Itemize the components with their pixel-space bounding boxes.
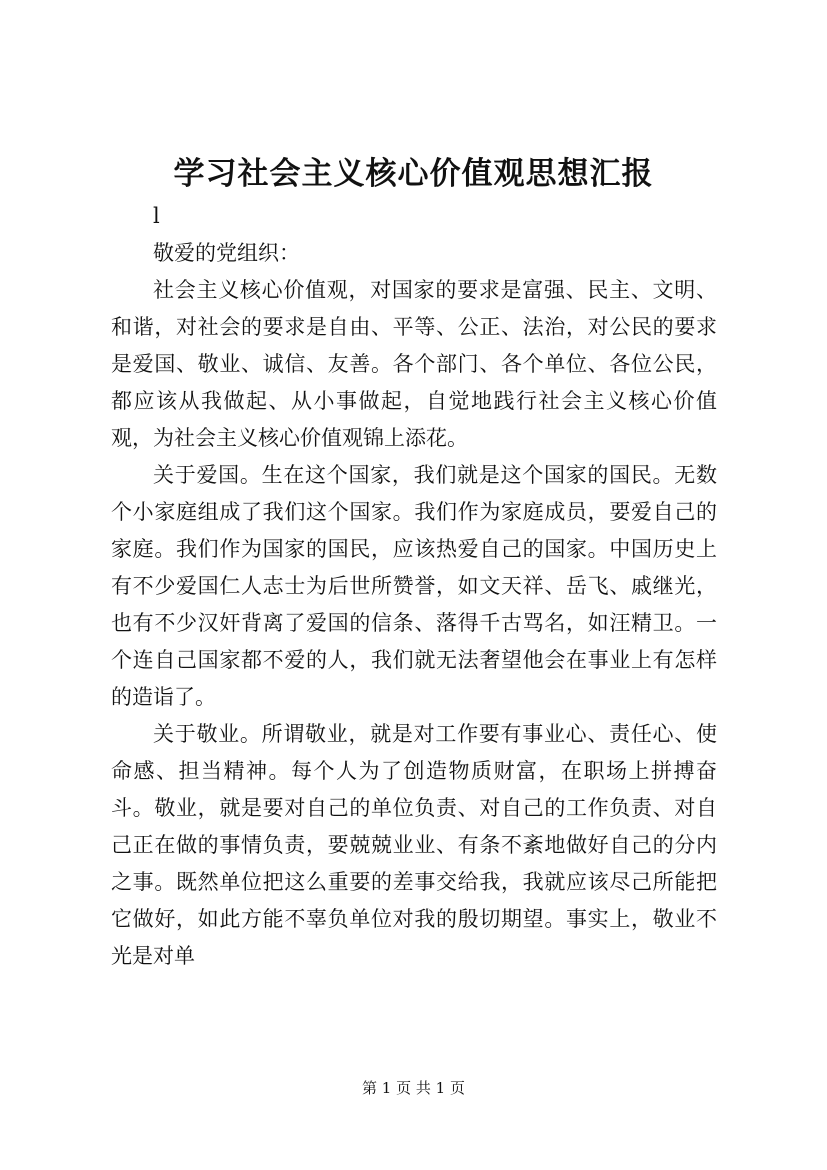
page-footer: 第 1 页 共 1 页	[362, 1079, 465, 1097]
salutation: 敬爱的党组织：	[153, 241, 300, 265]
document-body	[111, 198, 717, 975]
paragraph: 社会主义核心价值观，对国家的要求是富强、民主、文明、和谐，对社会的要求是自由、平等、公正、法治，对公民的要求是爱国、敬业、诚信、友善。各个部门、各个单位、各位公民，都应该从我做起、从小事做起，自觉地践行社会主义核心价值观，为社会主义核心价值观锦上添花。	[111, 278, 717, 450]
paragraph: 关于敬业。所谓敬业，就是对工作要有事业心、责任心、使命感、担当精神。每个人为了创造物质财富，在职场上拼搏奋斗。敬业，就是要对自己的单位负责、对自己的工作负责、对自己正在做的事情负责，要兢兢业业、有条不紊地做好自己的分内之事。既然单位把这么重要的差事交给我，我就应该尽己所能把它做好，如此方能不辜负单位对我的殷切期望。事实上，敬业不光是对单	[111, 722, 717, 968]
paragraph-marker: l	[153, 204, 160, 228]
paragraph: 关于爱国。生在这个国家，我们就是这个国家的国民。无数个小家庭组成了我们这个国家。我们作为家庭成员，要爱自己的家庭。我们作为国家的国民，应该热爱自己的国家。中国历史上有不少爱国仁人志士为后世所赞誉，如文天祥、岳飞、戚继光，也有不少汉奸背离了爱国的信条、落得千古骂名，如汪精卫。一个连自己国家都不爱的人，我们就无法奢望他会在事业上有怎样的造诣了。	[111, 463, 717, 709]
document-title: 学习社会主义核心价值观思想汇报	[173, 156, 654, 192]
